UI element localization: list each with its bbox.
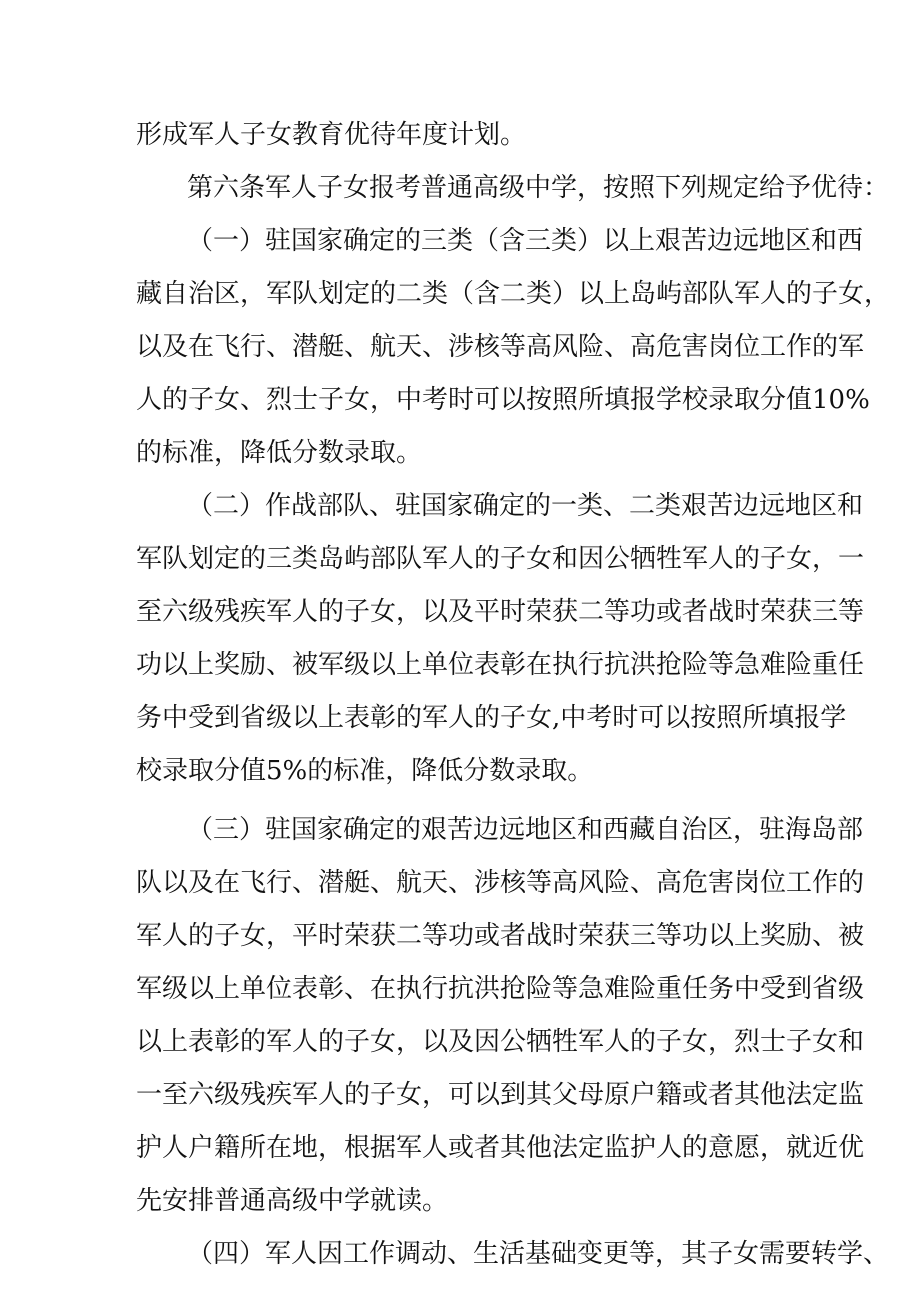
text-line: 以上表彰的军人的子女，以及因公牺牲军人的子女，烈士子女和: [136, 1027, 865, 1057]
text-line: 人的子女、烈士子女，中考时可以按照所填报学校录取分值10%: [136, 385, 870, 415]
text-line: （一）驻国家确定的三类（含三类）以上艰苦边远地区和西: [187, 226, 864, 256]
text-line: 形成军人子女教育优待年度计划。: [136, 120, 527, 150]
text-line: 功以上奖励、被军级以上单位表彰在执行抗洪抢险等急难险重任: [136, 650, 865, 680]
text-line: 一至六级残疾军人的子女，可以到其父母原户籍或者其他法定监: [136, 1080, 865, 1110]
text-line: 第六条军人子女报考普通高级中学，按照下列规定给予优待：: [187, 173, 890, 203]
text-line: 校录取分值5%的标准，降低分数录取。: [136, 756, 594, 786]
text-line: 军队划定的三类岛屿部队军人的子女和因公牺牲军人的子女，一: [136, 544, 865, 574]
text-line: 队以及在飞行、潜艇、航天、涉核等高风险、高危害岗位工作的: [136, 868, 865, 898]
text-line: 军级以上单位表彰、在执行抗洪抢险等急难险重任务中受到省级: [136, 974, 865, 1004]
text-line: 务中受到省级以上表彰的军人的子女,中考时可以按照所填报学: [136, 703, 847, 733]
text-line: 护人户籍所在地，根据军人或者其他法定监护人的意愿，就近优: [136, 1133, 865, 1163]
text-line: （四）军人因工作调动、生活基础变更等，其子女需要转学、: [187, 1239, 890, 1269]
text-line: （二）作战部队、驻国家确定的一类、二类艰苦边远地区和: [187, 491, 864, 521]
text-line: 藏自治区，军队划定的二类（含二类）以上岛屿部队军人的子女，: [136, 279, 891, 309]
text-line: 至六级残疾军人的子女，以及平时荣获二等功或者战时荣获三等: [136, 597, 865, 627]
text-line: 以及在飞行、潜艇、航天、涉核等高风险、高危害岗位工作的军: [136, 332, 865, 362]
text-line: （三）驻国家确定的艰苦边远地区和西藏自治区，驻海岛部: [187, 815, 864, 845]
text-line: 军人的子女，平时荣获二等功或者战时荣获三等功以上奖励、被: [136, 921, 865, 951]
text-line: 先安排普通高级中学就读。: [136, 1186, 449, 1216]
text-line: 的标准，降低分数录取。: [136, 438, 423, 468]
